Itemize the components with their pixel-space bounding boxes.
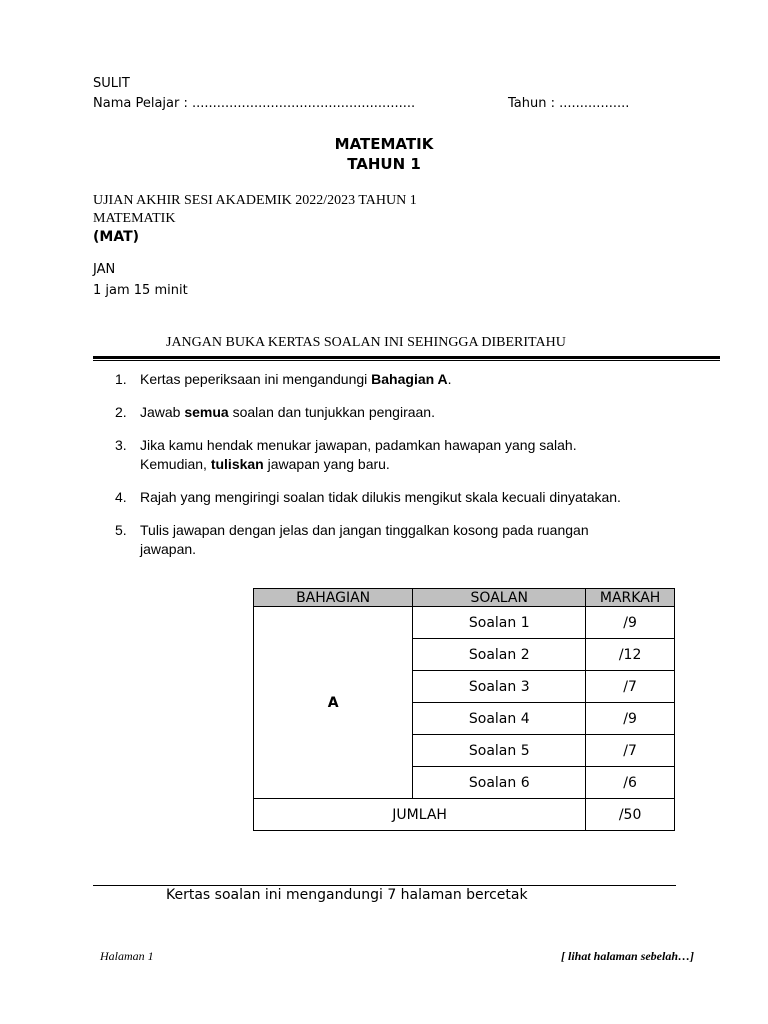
page-count-note: Kertas soalan ini mengandungi 7 halaman bercetak [166,887,528,903]
question-cell: Soalan 4 [413,703,586,735]
header-markah: MARKAH [586,589,675,607]
year-field: Tahun : ................. [508,96,630,111]
question-cell: Soalan 6 [413,767,586,799]
section-cell: A [254,607,413,799]
instructions-list [115,370,715,573]
instruction-item: 1. Kertas peperiksaan ini mengandungi Bahagian A. [115,371,452,387]
next-page-note: [ lihat halaman sebelah…] [561,949,695,963]
question-cell: Soalan 1 [413,607,586,639]
marks-cell: /9 [586,607,675,639]
marks-cell: /12 [586,639,675,671]
exam-subject: MATEMATIK [93,211,176,226]
subject-title: MATEMATIK [334,135,434,153]
exam-month: JAN [93,262,116,277]
exam-name: UJIAN AKHIR SESI AKADEMIK 2022/2023 TAHUN 1 [93,193,417,208]
marks-cell: /7 [586,671,675,703]
header-soalan: SOALAN [413,589,586,607]
question-cell: Soalan 2 [413,639,586,671]
question-cell: Soalan 5 [413,735,586,767]
header-bahagian: BAHAGIAN [254,589,413,607]
header-divider [93,356,720,361]
page-number: Halaman 1 [100,949,154,963]
instruction-item: 2. Jawab semua soalan dan tunjukkan pengiraan. [115,404,435,420]
total-label: JUMLAH [254,799,586,831]
do-not-open-warning: JANGAN BUKA KERTAS SOALAN INI SEHINGGA DIBERITAHU [166,335,566,350]
marks-table [253,588,675,831]
total-row [254,799,675,831]
instruction-item: 5. Tulis jawapan dengan jelas dan jangan tinggalkan kosong pada ruangan jawapan. [115,522,589,557]
total-marks: /50 [586,799,675,831]
student-info-line [93,96,653,111]
footer-divider [93,885,676,886]
marks-cell: /6 [586,767,675,799]
table-row [254,607,675,639]
year-title: TAHUN 1 [347,155,421,173]
student-name-field: Nama Pelajar : ...................................................... [93,96,416,111]
marks-cell: /7 [586,735,675,767]
instruction-item: 3. Jika kamu hendak menukar jawapan, padamkan hawapan yang salah. Kemudian, tuliskan jawapan yang baru. [115,437,577,472]
exam-duration: 1 jam 15 minit [93,283,188,298]
instruction-item: 4. Rajah yang mengiringi soalan tidak dilukis mengikut skala kecuali dinyatakan. [115,489,621,505]
question-cell: Soalan 3 [413,671,586,703]
table-header-row [254,589,675,607]
classification-label: SULIT [93,76,130,91]
marks-cell: /9 [586,703,675,735]
subject-code: (MAT) [93,229,140,245]
